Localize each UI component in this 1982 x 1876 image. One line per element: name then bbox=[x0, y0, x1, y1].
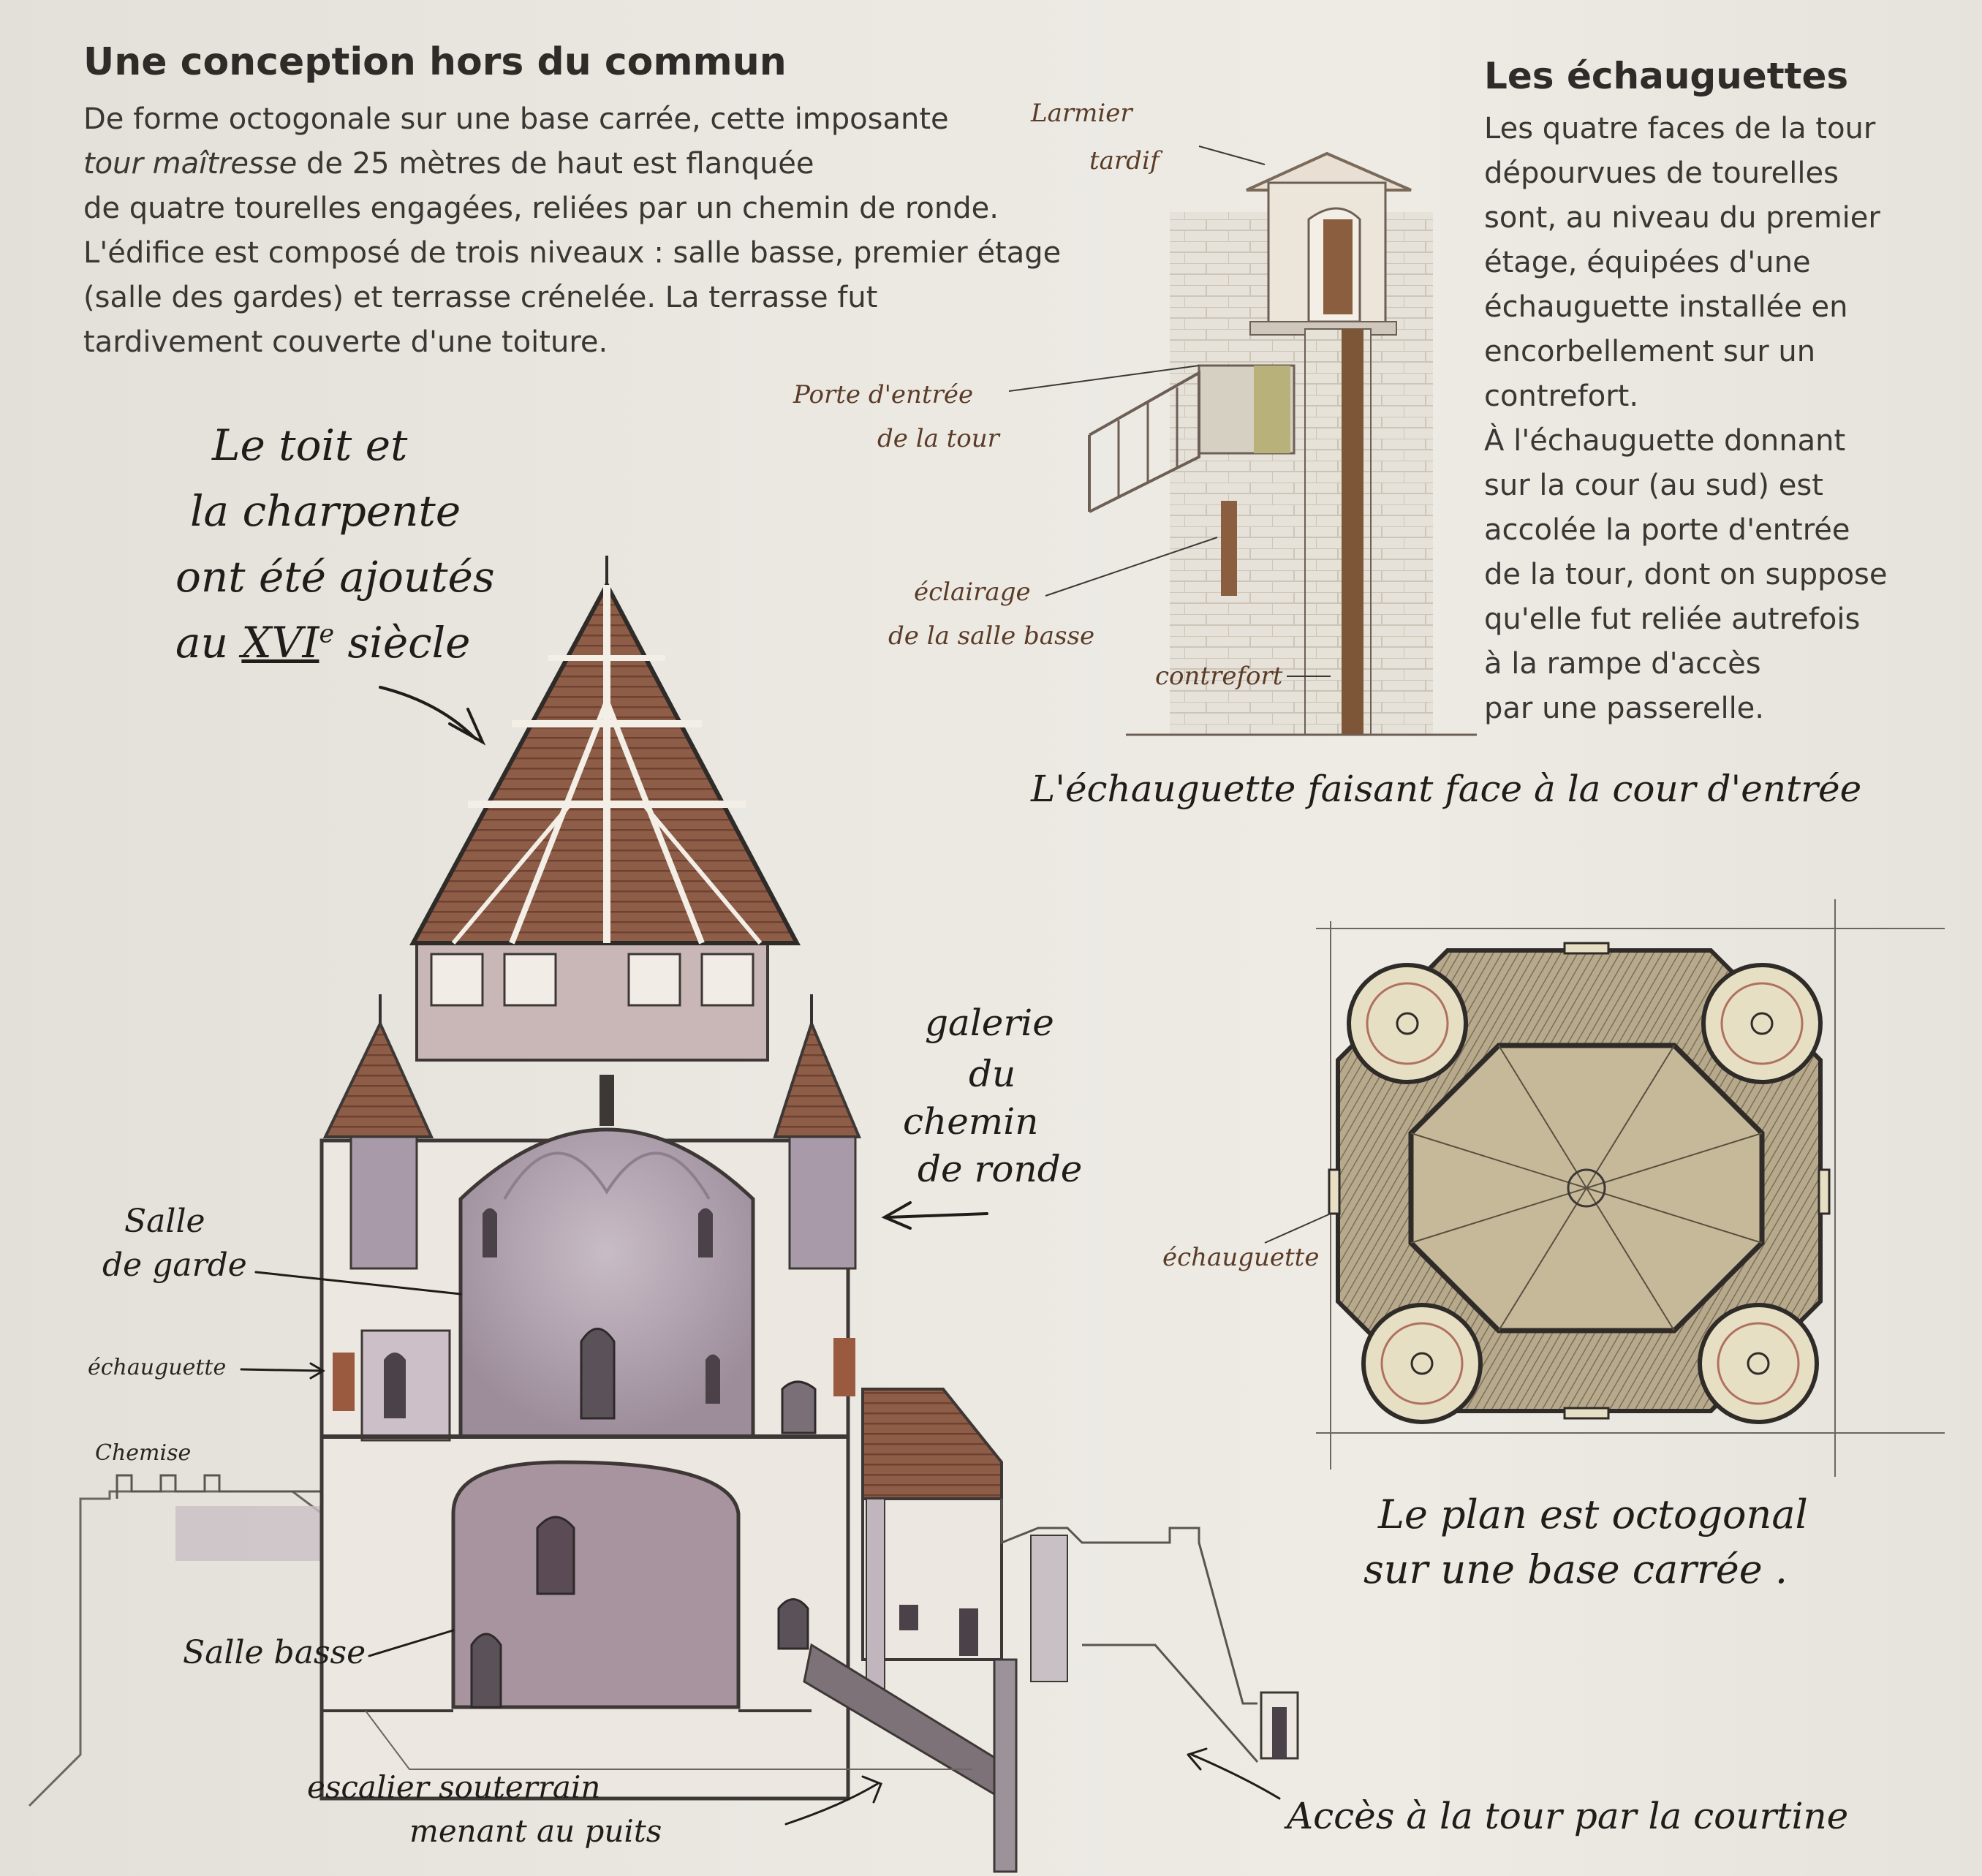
roof-note-siecle: siècle bbox=[347, 618, 471, 667]
paragraph-line: de la tour, dont on suppose bbox=[1484, 558, 1888, 591]
paragraph-line: sur la cour (au sud) est bbox=[1484, 469, 1823, 502]
paragraph-line: encorbellement sur un bbox=[1484, 335, 1816, 368]
roof-note-suffix: e bbox=[319, 619, 335, 649]
roof-note-line1: Le toit et bbox=[212, 420, 408, 470]
section-title-conception: Une conception hors du commun bbox=[83, 40, 787, 84]
escalier-line1: escalier souterrain bbox=[307, 1769, 601, 1805]
salle-garde-line1: Salle bbox=[124, 1203, 205, 1240]
echauguette-plan-label: échauguette bbox=[1162, 1243, 1320, 1272]
eclairage-line1: éclairage bbox=[914, 578, 1031, 607]
salle-basse-label: Salle basse bbox=[183, 1634, 366, 1671]
chemise-label: Chemise bbox=[95, 1440, 192, 1466]
octagonal-plan-drawing bbox=[1265, 899, 1945, 1477]
larmier-line1: Larmier bbox=[1031, 99, 1132, 128]
paragraph-line: contrefort. bbox=[1484, 379, 1639, 413]
paragraph-line: L'édifice est composé de trois niveaux : salle basse, premier étage bbox=[83, 236, 1062, 270]
roof-note-century: XVI bbox=[241, 618, 319, 667]
porte-line1: Porte d'entrée bbox=[793, 380, 974, 409]
plan-caption-line2: sur une base carrée . bbox=[1363, 1546, 1788, 1592]
roof-note-line2: la charpente bbox=[190, 486, 461, 536]
eclairage-line2: de la salle basse bbox=[888, 621, 1095, 651]
paragraph-line: à la rampe d'accès bbox=[1484, 647, 1761, 681]
galerie-line2: du bbox=[969, 1053, 1016, 1095]
paragraph-line: de quatre tourelles engagées, reliées par un chemin de ronde. bbox=[83, 192, 999, 225]
paragraph-line: (salle des gardes) et terrasse crénelée. La terrasse fut bbox=[83, 281, 878, 314]
echauguette-left-label: échauguette bbox=[88, 1355, 227, 1380]
paragraph-line: sont, au niveau du premier bbox=[1484, 201, 1880, 235]
paragraph-line: tardivement couverte d'une toiture. bbox=[83, 325, 608, 359]
porte-line2: de la tour bbox=[877, 424, 999, 453]
salle-garde-line2: de garde bbox=[102, 1247, 247, 1284]
paragraph-line: échauguette installée en bbox=[1484, 290, 1848, 324]
paragraph-line: dépourvues de tourelles bbox=[1484, 156, 1839, 190]
paragraph-line: par une passerelle. bbox=[1484, 692, 1765, 725]
galerie-line4: de ronde bbox=[918, 1148, 1083, 1190]
escalier-line2: menant au puits bbox=[409, 1813, 662, 1849]
detail-caption: L'échauguette faisant face à la cour d'entrée bbox=[1031, 768, 1862, 810]
paragraph-line: de 25 mètres de haut est flanquée bbox=[306, 147, 814, 181]
tower-cross-section bbox=[29, 556, 1298, 1872]
paragraph-line: À l'échauguette donnant bbox=[1484, 424, 1846, 458]
plan-caption-line1: Le plan est octogonal bbox=[1378, 1491, 1808, 1538]
paragraph-line: qu'elle fut reliée autrefois bbox=[1484, 602, 1861, 636]
larmier-line2: tardif bbox=[1089, 146, 1160, 175]
contrefort-label: contrefort bbox=[1155, 662, 1283, 691]
italic-term: tour maîtresse bbox=[83, 147, 298, 181]
galerie-line3: chemin bbox=[903, 1100, 1039, 1143]
acces-label: Accès à la tour par la courtine bbox=[1287, 1795, 1849, 1837]
paragraph-line: Les quatre faces de la tour bbox=[1484, 112, 1876, 145]
roof-note-line3: ont été ajoutés bbox=[175, 552, 495, 602]
galerie-line1: galerie bbox=[925, 1002, 1054, 1044]
section-title-echauguettes: Les échauguettes bbox=[1484, 55, 1849, 97]
roof-note-line4 bbox=[175, 618, 471, 667]
paragraph-line: accolée la porte d'entrée bbox=[1484, 513, 1850, 547]
roof-note-au: au bbox=[175, 618, 228, 667]
paragraph-line: étage, équipées d'une bbox=[1484, 246, 1811, 279]
paragraph-line: De forme octogonale sur une base carrée, cette imposante bbox=[83, 102, 949, 136]
